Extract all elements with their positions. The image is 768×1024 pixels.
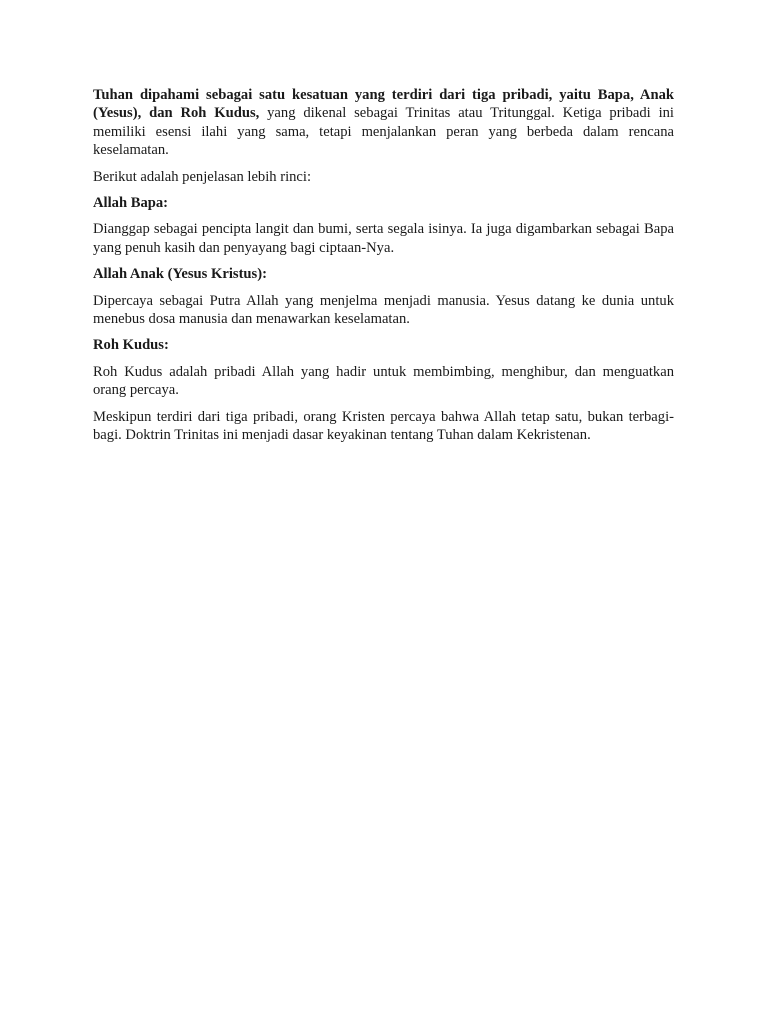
section-body-roh-kudus: Roh Kudus adalah pribadi Allah yang hadir untuk membimbing, menghibur, dan menguatkan orang percaya.: [93, 363, 674, 399]
document-page: [93, 86, 674, 453]
section-heading-roh-kudus: Roh Kudus:: [93, 337, 169, 354]
lead-in-paragraph: Berikut adalah penjelasan lebih rinci:: [93, 168, 312, 185]
section-body-allah-anak: Dipercaya sebagai Putra Allah yang menjelma menjadi manusia. Yesus datang ke dunia untuk menebus dosa manusia dan menawarkan keselamatan.: [93, 292, 674, 328]
section-heading-allah-anak: Allah Anak (Yesus Kristus):: [93, 266, 267, 283]
intro-bold-lead: Tuhan dipahami sebagai satu kesatuan yang terdiri dari tiga pribadi, yaitu Bapa, Anak (Yesus), dan Roh Kudus,: [93, 87, 674, 122]
intro-paragraph: [93, 86, 674, 160]
section-heading-allah-bapa: Allah Bapa:: [93, 195, 169, 212]
conclusion-paragraph: Meskipun terdiri dari tiga pribadi, orang Kristen percaya bahwa Allah tetap satu, bukan terbagi-bagi. Doktrin Trinitas ini menjadi dasar keyakinan tentang Tuhan dalam Kekristenan.: [93, 408, 674, 444]
section-body-allah-bapa: Dianggap sebagai pencipta langit dan bumi, serta segala isinya. Ia juga digambarkan sebagai Bapa yang penuh kasih dan penyayang bagi ciptaan-Nya.: [93, 221, 674, 256]
intro-rest: yang dikenal sebagai Trinitas atau Tritunggal. Ketiga pribadi ini memiliki esensi ilahi yang sama, tetapi menjalankan peran yang berbeda dalam rencana keselamatan.: [93, 105, 674, 159]
